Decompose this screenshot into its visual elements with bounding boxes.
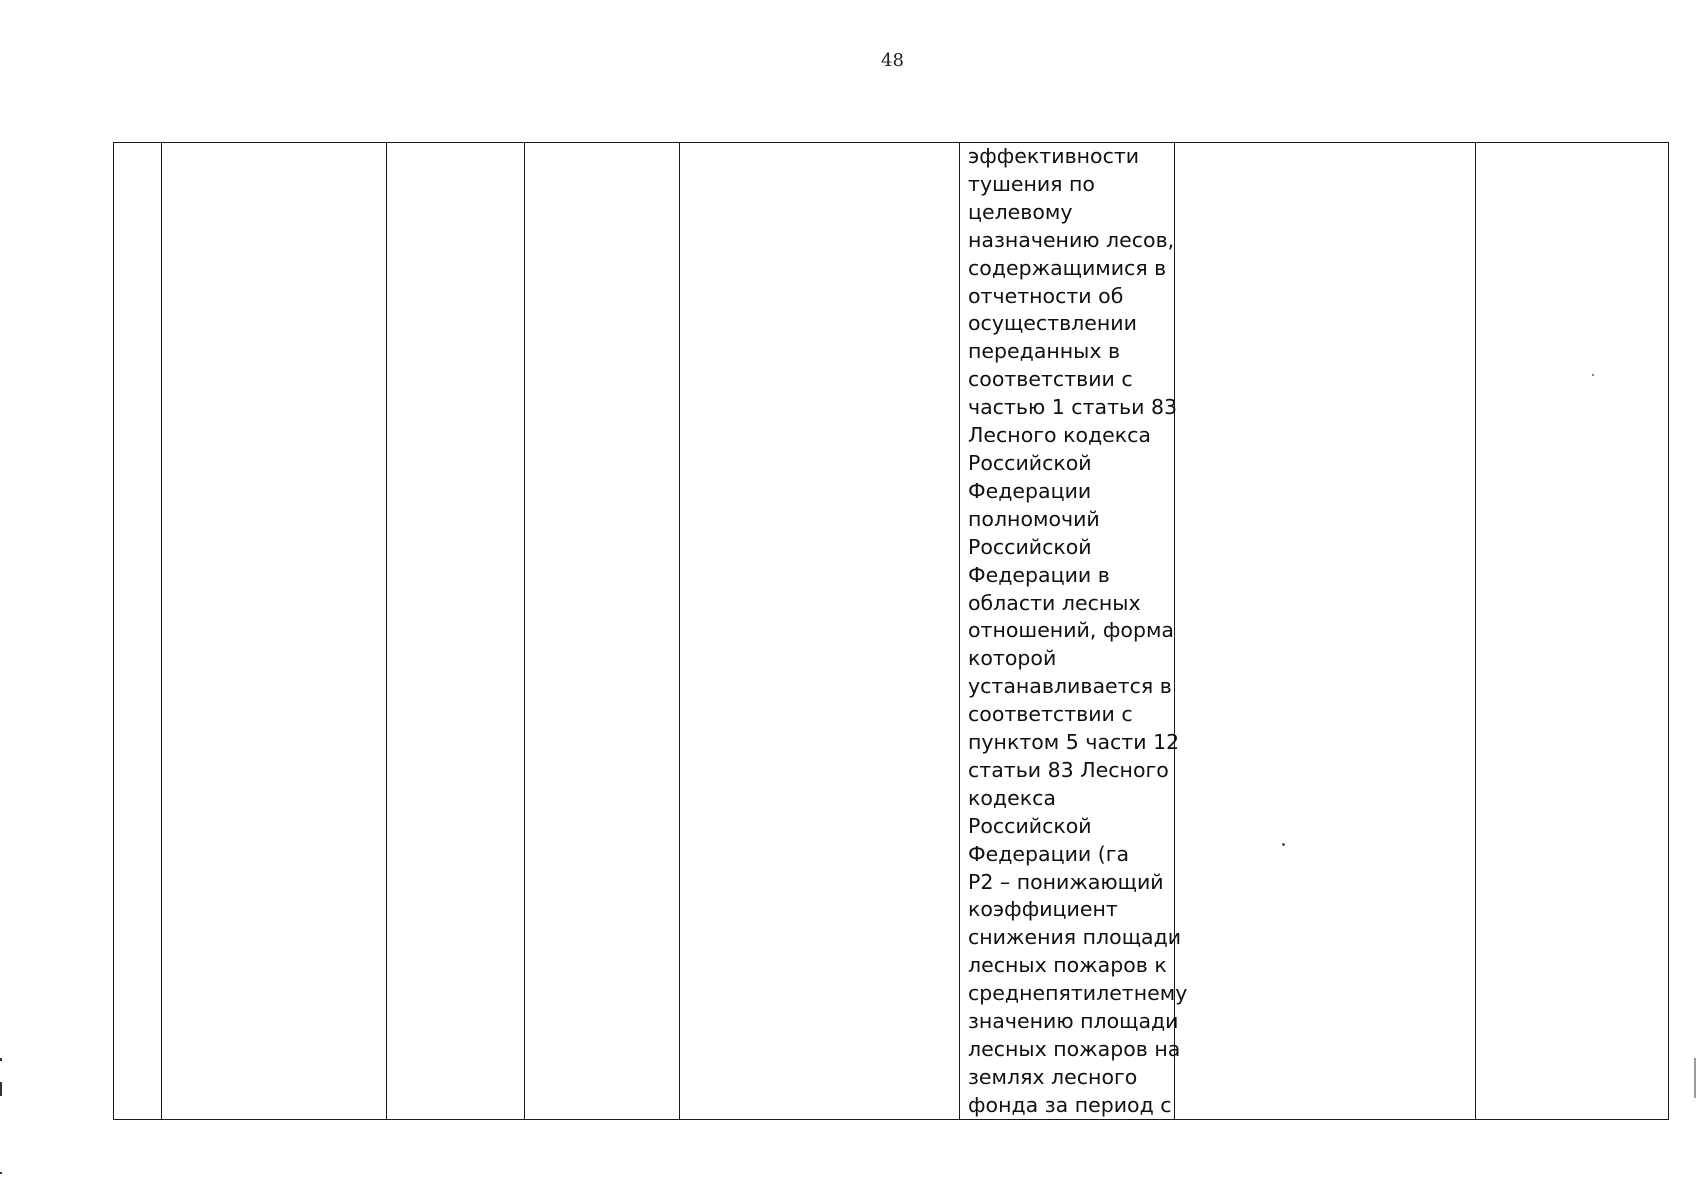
column-divider [524,143,525,1119]
cell-line: соответствии с [968,367,1133,392]
cell-line: устанавливается в [968,674,1172,699]
cell-line: значению площади [968,1009,1179,1034]
cell-line: Российской [968,813,1092,838]
cell-line: Федерации [968,478,1092,503]
data-table [113,142,1669,1120]
column-divider [959,143,960,1119]
cell-line: целевому [968,199,1073,224]
cell-line: Федерации в [968,562,1110,587]
cell-line: Федерации (га [968,841,1130,866]
cell-line: переданных в [968,339,1121,364]
cell-line: назначению лесов, [968,227,1175,252]
cell-line: содержащимися в [968,255,1167,280]
cell-line: лесных пожаров на [968,1037,1181,1061]
cell-line: осуществлении [968,311,1137,336]
cell-line: пунктом 5 части 12 [968,730,1180,755]
cell-line: лесных пожаров к [968,953,1167,978]
column-divider [386,143,387,1119]
scan-mark [1694,1058,1696,1098]
cell-line: кодекса [968,785,1056,810]
cell-line: отчетности об [968,283,1124,308]
column-divider [1475,143,1476,1119]
cell-line: среднепятилетнему [968,981,1188,1006]
cell-line: соответствии с [968,702,1133,727]
cell-line: землях лесного [968,1064,1138,1089]
cell-line: области лесных [968,590,1141,615]
cell-line: Р2 – понижающий [968,869,1164,894]
scan-mark [0,1172,2,1174]
cell-line: Лесного кодекса [968,423,1151,448]
cell-line: фонда за период с [968,1092,1172,1117]
cell-line: отношений, форма [968,618,1174,643]
cell-line: эффективности [968,144,1140,168]
scan-speck [1282,843,1285,846]
page-number: 48 [881,50,904,71]
cell-line: снижения площади [968,925,1182,950]
scan-mark [0,1058,2,1061]
column-divider [679,143,680,1119]
scan-speck [1592,374,1594,376]
cell-line: Российской [968,450,1092,475]
cell-line: полномочий [968,506,1100,531]
cell-line: коэффициент [968,897,1118,922]
cell-line: тушения по [968,171,1095,196]
cell-line: статьи 83 Лесного [968,757,1169,782]
scan-mark [0,1082,2,1096]
cell-line: частью 1 статьи 83 [968,395,1178,420]
cell-line: которой [968,646,1057,671]
column-divider [161,143,162,1119]
cell-line: Российской [968,534,1092,559]
table-cell-description [962,143,1188,1120]
